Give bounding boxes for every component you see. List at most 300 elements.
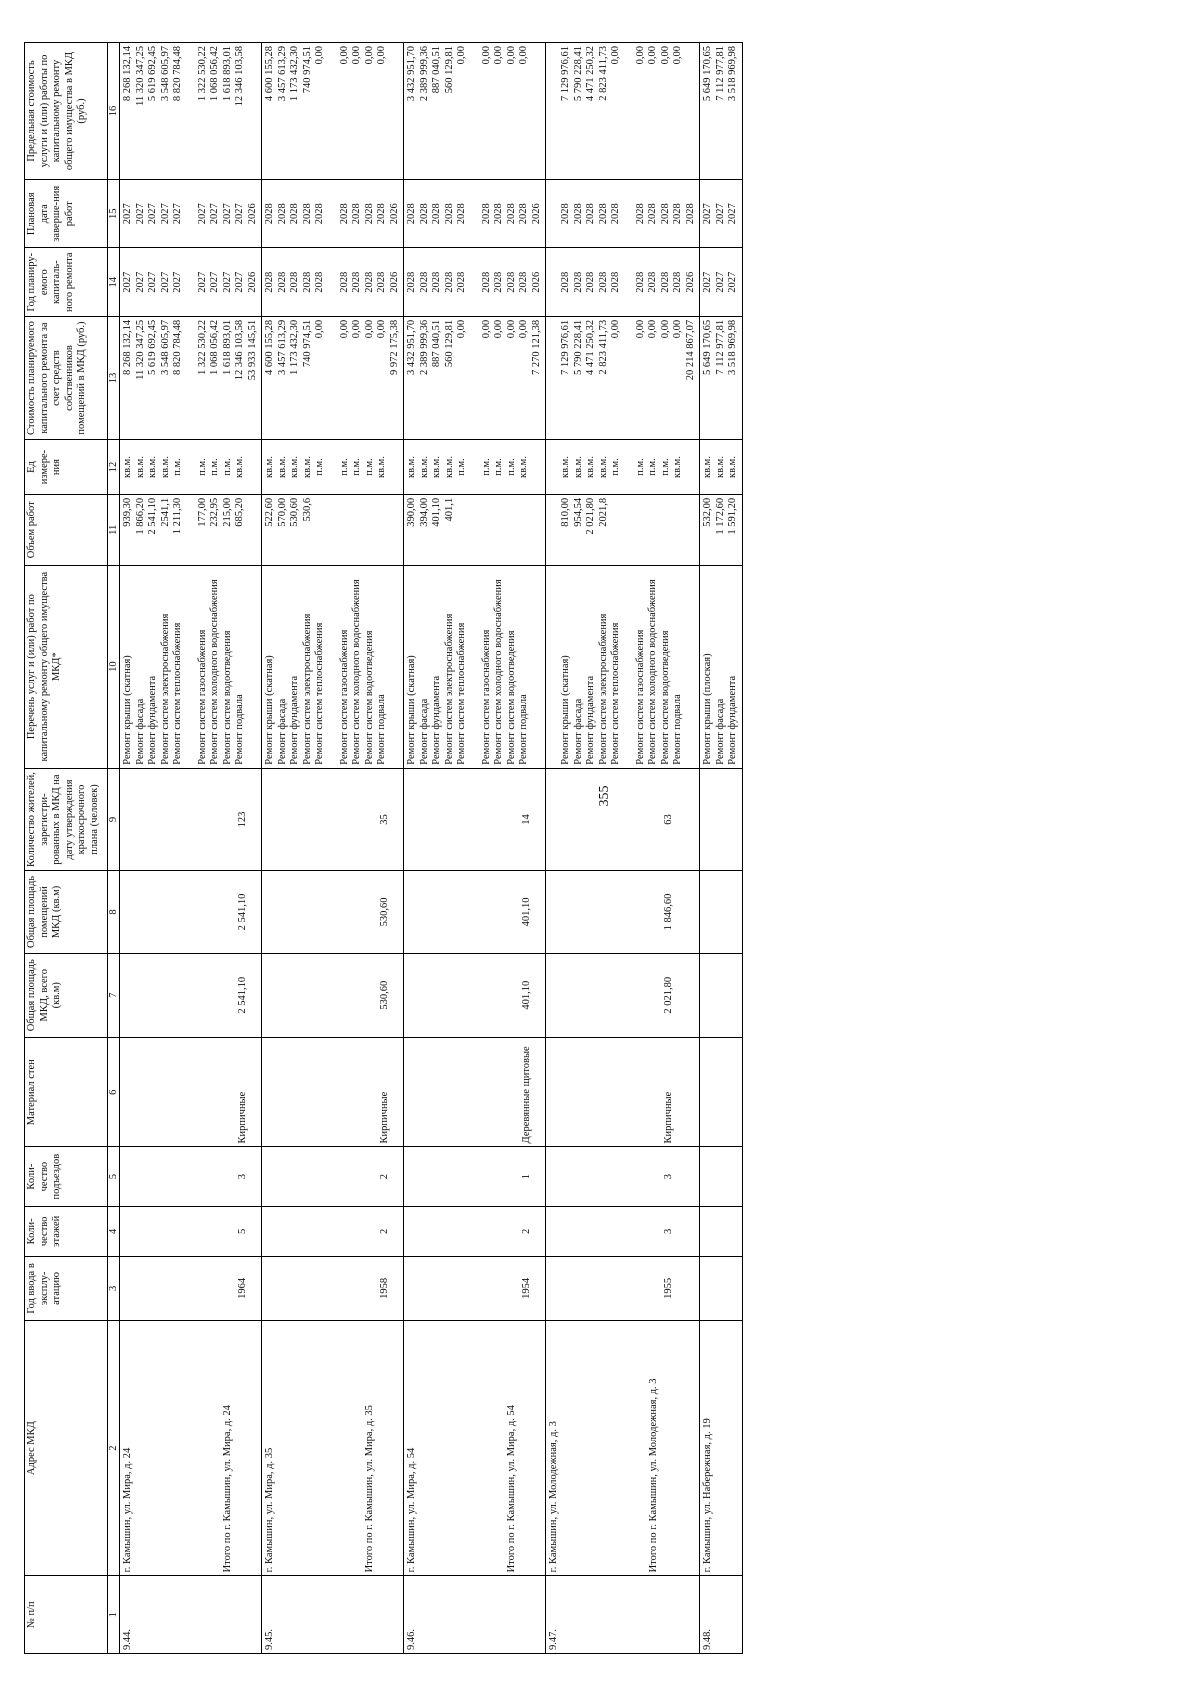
column-number: 11 (108, 494, 120, 565)
work-unit: п.м. (351, 458, 362, 476)
column-number: 14 (108, 248, 120, 316)
works-year (404, 248, 546, 316)
work-name: Ремонт крыши (скатная) (560, 655, 571, 765)
page-number: 355 (597, 785, 612, 807)
work-max-cost: 887 040,51 (431, 46, 442, 94)
work-name: Ремонт систем теплоснабжения (456, 622, 467, 765)
work-cost: 4 471 250,32 (585, 319, 596, 376)
wall-material: Деревянные щитовые (404, 1037, 546, 1147)
work-name: Ремонт крыши (скатная) (264, 655, 275, 765)
work-unit: п.м. (196, 458, 208, 476)
rooms-area: 530,60 (262, 871, 404, 953)
works-year (120, 248, 262, 316)
work-max-cost: 1 068 056,42 (209, 46, 220, 102)
works-max-cost (404, 43, 546, 180)
rooms-area (700, 871, 743, 953)
floor-count: 2 (262, 1206, 404, 1256)
residents-count: 35 (262, 768, 404, 871)
work-unit: кв.м. (702, 456, 713, 478)
works-cost (120, 316, 262, 439)
work-name: Ремонт систем теплоснабжения (172, 622, 183, 765)
work-unit: п.м. (209, 458, 220, 476)
total-area: 2 021,80 (546, 953, 700, 1037)
work-max-cost: 7 112 977,81 (714, 46, 726, 101)
column-header: Коли-чество подъездов (25, 1147, 108, 1206)
work-max-cost: 0,00 (672, 46, 683, 65)
total-year: 2026 (530, 271, 542, 293)
work-date: 2028 (572, 203, 584, 225)
column-header: Материал стен (25, 1037, 108, 1147)
work-cost: 0,00 (338, 319, 350, 339)
total-area (700, 953, 743, 1037)
work-max-cost: 0,00 (456, 46, 467, 65)
work-unit: п.м. (634, 458, 646, 476)
address-cell (120, 1320, 262, 1576)
work-year: 2028 (659, 271, 671, 293)
work-unit: кв.м. (431, 456, 442, 478)
works-volume (404, 494, 546, 565)
work-year: 2028 (351, 271, 362, 293)
address: г. Камышин, ул. Мира, д. 54 (406, 1447, 417, 1573)
column-number: 1 (108, 1576, 120, 1654)
works-date (700, 180, 743, 248)
total-year: 2026 (684, 271, 696, 293)
work-unit: кв.м. (264, 456, 275, 478)
works-list (262, 565, 404, 768)
row-number: 9.47. (546, 1576, 700, 1654)
work-max-cost: 12 346 103,58 (234, 46, 245, 107)
work-unit: кв.м. (727, 456, 738, 478)
work-volume: 939,30 (122, 497, 133, 527)
work-name: Ремонт систем водоотведения (505, 630, 517, 765)
work-name: Ремонт систем электроснабжения (301, 613, 313, 765)
column-header: Общая площадь помещений МКД (кв.м) (25, 871, 108, 953)
work-cost: 1 173 432,30 (289, 319, 300, 376)
work-cost: 0,00 (363, 319, 375, 339)
work-cost: 0,00 (634, 319, 646, 339)
work-cost: 3 548 605,97 (159, 319, 171, 376)
house-row (700, 43, 743, 1654)
work-year: 2028 (480, 271, 492, 293)
work-year: 2028 (560, 271, 571, 293)
column-header: Перечень услуг и (или) работ по капитальному ремонту общего имущества МКД* (25, 565, 108, 768)
floor-count: 5 (120, 1206, 262, 1256)
work-name: Ремонт систем водоотведения (221, 630, 233, 765)
works-max-cost (262, 43, 404, 180)
work-volume: 530,60 (289, 497, 300, 527)
work-unit: кв.м. (134, 456, 146, 478)
work-max-cost: 1 322 530,22 (196, 46, 208, 102)
work-name: Ремонт фасада (572, 698, 584, 765)
work-unit: кв.м. (418, 456, 430, 478)
work-date: 2028 (634, 203, 646, 225)
work-max-cost: 740 974,51 (301, 46, 313, 94)
work-year: 2028 (289, 271, 300, 293)
work-date: 2027 (221, 203, 233, 225)
work-max-cost: 8 820 784,48 (172, 46, 183, 102)
work-volume: 532,00 (702, 497, 713, 527)
floor-count: 3 (546, 1206, 700, 1256)
work-name: Ремонт фасада (714, 698, 726, 765)
work-year: 2027 (714, 271, 726, 293)
work-year: 2027 (196, 271, 208, 293)
work-max-cost: 8 268 132,14 (122, 46, 133, 102)
work-date: 2028 (431, 203, 442, 225)
work-cost: 5 649 170,65 (702, 319, 713, 376)
work-name: Ремонт систем электроснабжения (443, 613, 455, 765)
work-volume: 522,60 (264, 497, 275, 527)
work-max-cost: 0,00 (376, 46, 387, 65)
column-number: 12 (108, 440, 120, 495)
rooms-area: 2 541,10 (120, 871, 262, 953)
work-volume: 954,54 (572, 497, 584, 527)
work-max-cost: 0,00 (647, 46, 658, 65)
column-header: Предельная стоимость услуги и (или) работы по капитальному ремонту общего имущества в МКД (руб.) (25, 43, 108, 180)
work-unit: кв.м. (572, 456, 584, 478)
work-date: 2028 (338, 203, 350, 225)
work-cost: 560 129,81 (443, 319, 455, 368)
work-date: 2028 (560, 203, 571, 225)
work-date: 2027 (209, 203, 220, 225)
work-unit: п.м. (314, 458, 325, 476)
work-unit: кв.м. (560, 456, 571, 478)
address-cell (700, 1320, 743, 1576)
work-max-cost: 5 649 170,65 (702, 46, 713, 102)
work-volume (647, 498, 660, 562)
work-volume: 2 021,80 (585, 497, 596, 535)
works-unit (120, 440, 262, 495)
work-date: 2028 (351, 203, 362, 225)
column-number: 7 (108, 953, 120, 1037)
address-cell (404, 1320, 546, 1576)
work-max-cost: 0,00 (493, 46, 504, 65)
works-date (546, 180, 700, 248)
work-volume (506, 498, 519, 562)
work-max-cost: 3 548 605,97 (159, 46, 171, 102)
work-name: Ремонт крыши (скатная) (122, 655, 133, 765)
wall-material (700, 1037, 743, 1147)
work-date: 2028 (264, 203, 275, 225)
rooms-area: 1 846,60 (546, 871, 700, 953)
wall-material: Кирпичные (120, 1037, 262, 1147)
row-number: 9.48. (700, 1576, 743, 1654)
total-year: 2026 (388, 271, 400, 293)
total-cost: 7 270 121,38 (530, 319, 542, 376)
works-cost (404, 316, 546, 439)
column-number: 16 (108, 43, 120, 180)
work-date: 2028 (276, 203, 288, 225)
year-built: 1958 (262, 1256, 404, 1320)
works-date (120, 180, 262, 248)
work-unit: кв.м. (276, 456, 288, 478)
column-header: Количество жителей, зарегистри-рованных в МКД на дату утверждения краткосрочного плана (человек) (25, 768, 108, 871)
work-cost: 0,00 (376, 319, 387, 339)
capital-repair-table (24, 42, 743, 1654)
residents-count: 14 (404, 768, 546, 871)
work-name: Ремонт фасада (276, 698, 288, 765)
work-name: Ремонт систем холодного водоснабжения (209, 579, 220, 765)
work-year: 2028 (264, 271, 275, 293)
work-cost: 7 112 977,81 (714, 319, 726, 375)
work-cost: 12 346 103,58 (234, 319, 245, 381)
work-volume (376, 498, 389, 562)
work-date: 2028 (505, 203, 517, 225)
work-volume: 401,10 (431, 497, 442, 527)
work-year: 2028 (647, 271, 658, 293)
works-cost (546, 316, 700, 439)
work-unit: кв.м. (301, 456, 313, 478)
work-volume: 401,1 (443, 497, 455, 522)
work-max-cost: 0,00 (610, 46, 621, 65)
work-unit: п.м. (647, 458, 658, 476)
work-date: 2028 (406, 203, 417, 225)
work-volume: 390,00 (406, 497, 417, 527)
work-year: 2027 (234, 271, 245, 293)
total-cost: 53 933 145,51 (246, 319, 258, 381)
work-date: 2027 (122, 203, 133, 225)
work-date: 2028 (443, 203, 455, 225)
row-number: 9.44. (120, 1576, 262, 1654)
address: г. Камышин, ул. Мира, д. 35 (264, 1447, 275, 1573)
work-year: 2027 (159, 271, 171, 293)
work-year: 2028 (456, 271, 467, 293)
work-volume: 394,00 (418, 497, 430, 527)
work-volume: 215,00 (221, 497, 233, 527)
works-cost (700, 316, 743, 439)
work-volume: 2021,8 (597, 497, 609, 527)
column-header: Стоимость планируемого капитального ремонта за счет средств собственников помещений в МКД (руб.) (25, 316, 108, 439)
work-year: 2028 (301, 271, 313, 293)
work-cost: 8 820 784,48 (172, 319, 183, 376)
work-date: 2027 (702, 203, 713, 225)
work-date: 2028 (647, 203, 658, 225)
year-built: 1954 (404, 1256, 546, 1320)
work-unit: кв.м. (443, 456, 455, 478)
work-year: 2027 (134, 271, 146, 293)
work-cost: 0,00 (505, 319, 517, 339)
work-unit: кв.м. (714, 456, 726, 478)
address: г. Камышин, ул. Молодежная, д. 3 (548, 1421, 559, 1573)
work-max-cost: 3 432 951,70 (406, 46, 417, 102)
residents-count: 63 (546, 768, 700, 871)
work-volume (518, 498, 531, 562)
work-year: 2028 (363, 271, 375, 293)
total-date: 2026 (388, 203, 400, 225)
house-row (404, 43, 546, 1654)
work-name: Ремонт систем газоснабжения (196, 629, 208, 765)
column-header: Общая площадь МКД, всего (кв.м) (25, 953, 108, 1037)
work-volume: 685,20 (234, 497, 245, 527)
works-max-cost (546, 43, 700, 180)
work-unit: п.м. (221, 458, 233, 476)
work-volume: 2 541,10 (147, 497, 158, 535)
work-max-cost: 0,00 (363, 46, 375, 65)
work-volume (456, 498, 469, 562)
work-volume (339, 498, 352, 562)
column-number: 8 (108, 871, 120, 953)
work-year: 2028 (585, 271, 596, 293)
house-row (546, 43, 700, 1654)
work-name: Ремонт подвала (672, 694, 683, 765)
work-name: Ремонт систем водоотведения (659, 630, 671, 765)
work-name: Ремонт фундамента (585, 675, 596, 765)
work-max-cost: 0,00 (634, 46, 646, 65)
work-name: Ремонт систем электроснабжения (159, 613, 171, 765)
works-year (700, 248, 743, 316)
column-number: 9 (108, 768, 120, 871)
work-cost: 1 618 893,01 (221, 319, 233, 376)
entrance-count (700, 1147, 743, 1206)
work-unit: п.м. (480, 458, 492, 476)
address-cell (546, 1320, 700, 1576)
work-unit: п.м. (172, 458, 183, 476)
work-date: 2027 (727, 203, 738, 225)
work-max-cost: 1 618 893,01 (221, 46, 233, 102)
work-max-cost: 0,00 (505, 46, 517, 65)
work-max-cost: 0,00 (480, 46, 492, 65)
work-year: 2028 (418, 271, 430, 293)
work-year: 2028 (443, 271, 455, 293)
work-unit: кв.м. (597, 456, 609, 478)
column-header: Ед измере-ния (25, 440, 108, 495)
work-volume: 177,00 (196, 497, 208, 527)
work-year: 2028 (338, 271, 350, 293)
work-year: 2028 (314, 271, 325, 293)
column-header: Год планиру-емого капиталь-ного ремонта (25, 248, 108, 316)
year-built: 1964 (120, 1256, 262, 1320)
work-cost: 0,00 (351, 319, 362, 339)
column-number: 5 (108, 1147, 120, 1206)
total-label: Итого по г. Камышин, ул. Молодежная, д. 3 (647, 1378, 659, 1573)
work-volume: 1 211,30 (172, 497, 183, 535)
work-name: Ремонт систем холодного водоснабжения (493, 579, 504, 765)
work-date: 2028 (597, 203, 609, 225)
work-name: Ремонт фундамента (431, 675, 442, 765)
work-max-cost: 5 790 228,41 (572, 46, 584, 102)
work-name: Ремонт подвала (376, 694, 387, 765)
work-name: Ремонт систем теплоснабжения (610, 622, 621, 765)
works-cost (262, 316, 404, 439)
work-date: 2028 (585, 203, 596, 225)
work-name: Ремонт фундамента (727, 675, 738, 765)
work-year: 2028 (572, 271, 584, 293)
total-label: Итого по г. Камышин, ул. Мира, д. 24 (221, 1405, 233, 1573)
work-year: 2027 (221, 271, 233, 293)
work-volume (610, 498, 623, 562)
work-max-cost: 0,00 (314, 46, 325, 65)
column-number-row (108, 43, 120, 1654)
works-volume (262, 494, 404, 565)
work-max-cost: 4 600 155,28 (264, 46, 275, 102)
work-year: 2027 (172, 271, 183, 293)
works-list (700, 565, 743, 768)
works-date (262, 180, 404, 248)
total-area: 2 541,10 (120, 953, 262, 1037)
total-area: 401,10 (404, 953, 546, 1037)
work-unit: п.м. (456, 458, 467, 476)
work-volume: 232,95 (209, 497, 220, 527)
work-volume: 1 172,60 (714, 497, 726, 535)
work-year: 2028 (376, 271, 387, 293)
work-cost: 0,00 (518, 319, 529, 339)
work-year: 2028 (610, 271, 621, 293)
work-name: Ремонт систем холодного водоснабжения (351, 579, 362, 765)
work-unit: п.м. (493, 458, 504, 476)
works-unit (262, 440, 404, 495)
house-row (120, 43, 262, 1654)
total-date: 2026 (246, 203, 258, 225)
work-volume (660, 498, 673, 562)
work-year: 2027 (147, 271, 158, 293)
row-number: 9.46. (404, 1576, 546, 1654)
work-volume: 2541,1 (159, 497, 171, 527)
work-cost: 740 974,51 (301, 319, 313, 368)
work-name: Ремонт фасада (134, 698, 146, 765)
work-volume: 1 866,20 (134, 497, 146, 535)
work-year: 2028 (276, 271, 288, 293)
work-max-cost: 0,00 (351, 46, 362, 65)
work-cost: 0,00 (314, 319, 325, 339)
entrance-count: 3 (120, 1147, 262, 1206)
address-cell (262, 1320, 404, 1576)
work-max-cost: 7 129 976,61 (560, 46, 571, 102)
work-name: Ремонт систем газоснабжения (634, 629, 646, 765)
work-max-cost: 2 389 999,36 (418, 46, 430, 102)
works-unit (404, 440, 546, 495)
work-date: 2027 (159, 203, 171, 225)
work-volume: 530,6 (301, 497, 313, 522)
work-cost: 1 322 530,22 (196, 319, 208, 376)
column-number: 3 (108, 1256, 120, 1320)
work-cost: 4 600 155,28 (264, 319, 275, 376)
work-year: 2028 (431, 271, 442, 293)
work-cost: 887 040,51 (431, 319, 442, 368)
work-date: 2028 (363, 203, 375, 225)
work-date: 2028 (289, 203, 300, 225)
work-year: 2028 (493, 271, 504, 293)
work-unit: кв.м. (518, 456, 529, 478)
table-body (120, 43, 743, 1654)
work-unit: п.м. (659, 458, 671, 476)
work-max-cost: 11 320 347,25 (134, 46, 146, 106)
work-date: 2027 (196, 203, 208, 225)
work-year: 2028 (597, 271, 609, 293)
work-cost: 3 518 969,98 (727, 319, 738, 376)
work-cost: 5 790 228,41 (572, 319, 584, 376)
work-date: 2028 (314, 203, 325, 225)
total-label: Итого по г. Камышин, ул. Мира, д. 35 (363, 1405, 375, 1573)
column-header: Адрес МКД (25, 1320, 108, 1576)
work-unit: кв.м. (585, 456, 596, 478)
year-built (700, 1256, 743, 1320)
floor-count (700, 1206, 743, 1256)
column-number: 15 (108, 180, 120, 248)
work-max-cost: 1 173 432,30 (289, 46, 300, 102)
work-unit: кв.м. (672, 456, 683, 478)
work-volume: 570,00 (276, 497, 288, 527)
work-name: Ремонт систем холодного водоснабжения (647, 579, 658, 765)
work-year: 2028 (505, 271, 517, 293)
column-header: Коли-чество этажей (25, 1206, 108, 1256)
work-name: Ремонт крыши (скатная) (406, 655, 417, 765)
work-volume (635, 498, 648, 562)
works-year (546, 248, 700, 316)
work-date: 2028 (376, 203, 387, 225)
total-area: 530,60 (262, 953, 404, 1037)
work-cost: 2 823 411,73 (597, 319, 609, 375)
column-number: 2 (108, 1320, 120, 1576)
work-cost: 3 457 613,29 (276, 319, 288, 376)
